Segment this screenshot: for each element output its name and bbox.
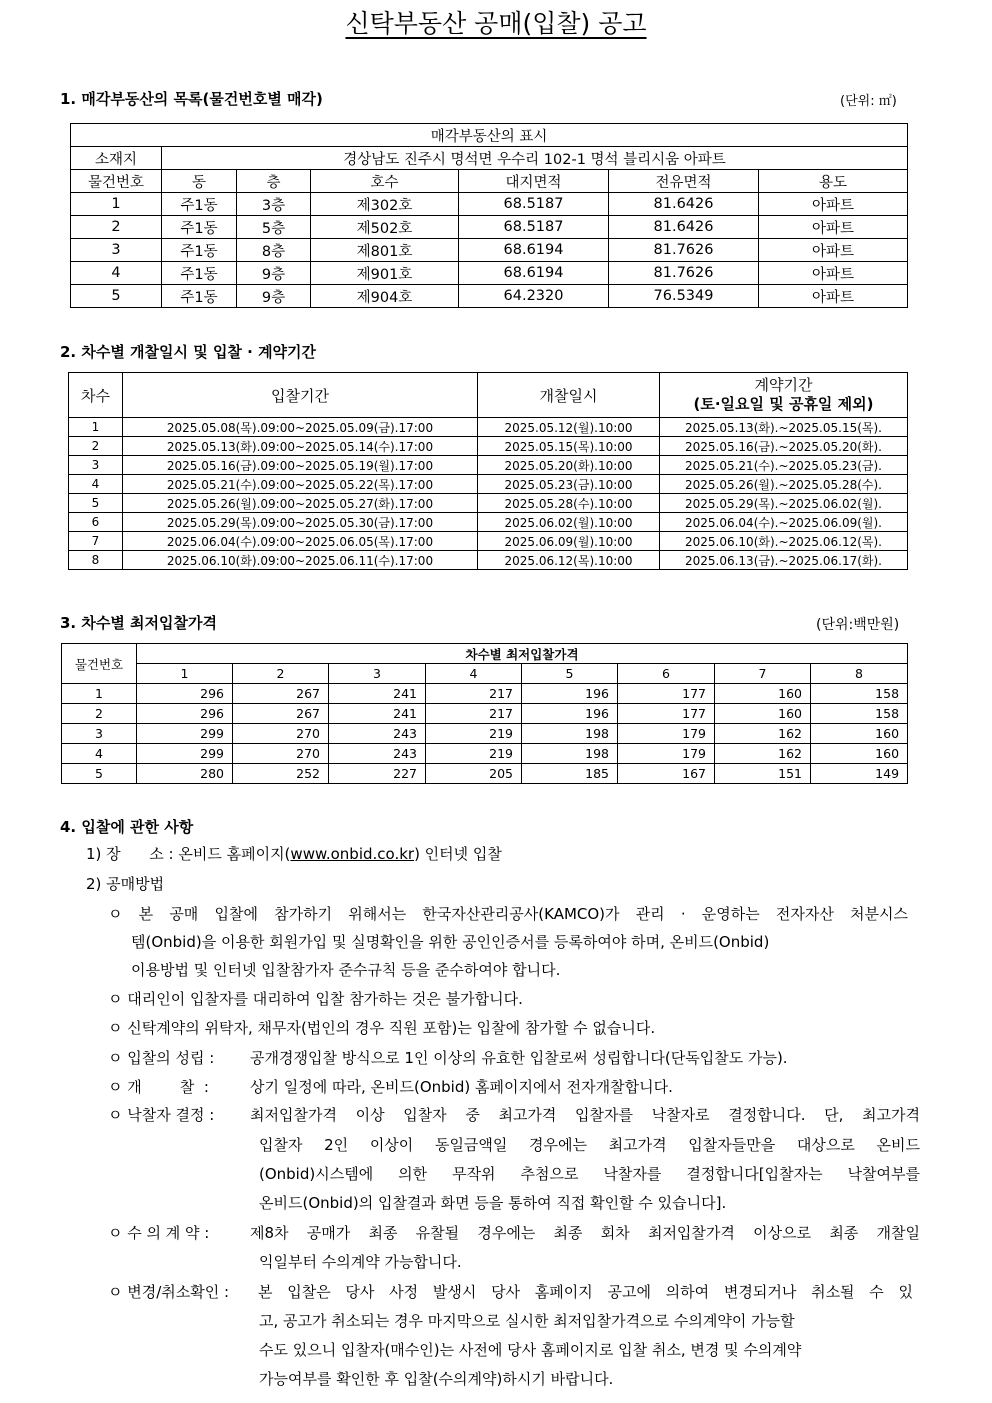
table-cell: 3 [71, 239, 162, 262]
table-cell: 2025.05.13(화).~2025.05.15(목). [660, 418, 908, 437]
table-row [69, 532, 908, 551]
table-cell: 주1동 [162, 262, 237, 285]
table-row [69, 494, 908, 513]
table-cell: 162 [715, 724, 811, 744]
table-cell: 296 [137, 704, 233, 724]
table-cell: 제801호 [311, 239, 459, 262]
table-cell: 주1동 [162, 239, 237, 262]
table-row [69, 513, 908, 532]
bullet-7-line-2: 익일부터 수의계약 가능합니다. [259, 1253, 462, 1271]
property-table-header [71, 170, 908, 193]
bullet-3: ㅇ 신탁계약의 위탁자, 채무자(법인의 경우 직원 포함)는 입찰에 참가할 수 없습니다. [108, 1019, 656, 1037]
location-value: 경상남도 진주시 명석면 우수리 102-1 명석 블리시움 아파트 [162, 147, 908, 170]
table-cell: 68.6194 [459, 262, 609, 285]
table-cell: 81.6426 [609, 193, 759, 216]
bullet-5-label: ㅇ 개 찰 : [108, 1078, 209, 1096]
col-header: 계약기간 [754, 376, 813, 394]
table-cell: 아파트 [759, 216, 908, 239]
table-cell: 제502호 [311, 216, 459, 239]
col-header: 물건번호 [71, 170, 162, 193]
table-cell: 1 [71, 193, 162, 216]
table-cell: 9층 [237, 285, 311, 308]
table-cell: 160 [811, 724, 908, 744]
table-cell: 162 [715, 744, 811, 764]
col-header: 입찰기간 [123, 373, 478, 418]
bullet-8-line-1: 본 입찰은 당사 사정 발생시 당사 홈페이지 공고에 의하여 변경되거나 취소될 수 있 [258, 1283, 913, 1301]
col-header: 용도 [759, 170, 908, 193]
place-line [86, 843, 502, 864]
table-cell: 179 [618, 744, 715, 764]
section-1-unit: (단위: ㎡) [840, 94, 897, 109]
table-cell: 아파트 [759, 239, 908, 262]
table-cell: 주1동 [162, 285, 237, 308]
round-header-row [62, 664, 908, 684]
item-number-label: 물건번호 [62, 644, 137, 684]
table-cell: 주1동 [162, 216, 237, 239]
table-cell: 5 [71, 285, 162, 308]
table-cell: 196 [522, 684, 618, 704]
col-header: 동 [162, 170, 237, 193]
bullet-7-line-1: 제8차 공매가 최종 유찰될 경우에는 최종 회차 최저입찰가격 이상으로 최종 개찰일 [250, 1224, 920, 1242]
bullet-7-label: ㅇ 수 의 계 약 : [108, 1224, 210, 1242]
table-cell: 299 [137, 744, 233, 764]
table-row [69, 475, 908, 494]
table-cell: 158 [811, 704, 908, 724]
round-header: 6 [618, 664, 715, 684]
table-cell: 243 [329, 744, 426, 764]
table-row [62, 704, 908, 724]
table-cell: 8층 [237, 239, 311, 262]
section-3-heading: 3. 차수별 최저입찰가격 [60, 614, 217, 632]
col-header-sub: (토·일요일 및 공휴일 제외) [693, 395, 874, 413]
table-cell: 2 [62, 704, 137, 724]
table-cell: 2025.06.13(금).~2025.06.17(화). [660, 551, 908, 570]
table-cell: 243 [329, 724, 426, 744]
table-row [62, 744, 908, 764]
table-row [71, 193, 908, 216]
bullet-8-line-3: 수도 있으니 입찰자(매수인)는 사전에 당사 홈페이지로 입찰 취소, 변경 및 수의계약 [259, 1341, 802, 1359]
table-cell: 3층 [237, 193, 311, 216]
table-cell: 81.7626 [609, 262, 759, 285]
table-cell: 1 [62, 684, 137, 704]
bullet-6-label: ㅇ 낙찰자 결정 : [108, 1106, 215, 1124]
col-header: 개찰일시 [478, 373, 660, 418]
round-header: 5 [522, 664, 618, 684]
round-header: 2 [233, 664, 329, 684]
table-cell: 9층 [237, 262, 311, 285]
table-cell: 1 [69, 418, 123, 437]
document-title: 신탁부동산 공매(입찰) 공고 [345, 9, 647, 38]
table-cell: 76.5349 [609, 285, 759, 308]
bullet-1-line-3: 이용방법 및 인터넷 입찰참가자 준수규칙 등을 준수하여야 합니다. [131, 961, 561, 979]
place-label: 1) 장 소 : [86, 845, 174, 863]
table-cell: 299 [137, 724, 233, 744]
table-cell: 227 [329, 764, 426, 784]
table-cell: 2025.05.20(화).10:00 [478, 456, 660, 475]
schedule-table [68, 372, 908, 570]
table-cell: 177 [618, 684, 715, 704]
table-cell: 68.5187 [459, 193, 609, 216]
bullet-4-label: ㅇ 입찰의 성립 : [108, 1049, 215, 1067]
bullet-1-line-2: 템(Onbid)을 이용한 회원가입 및 실명확인을 위한 공인인증서를 등록하여야 하며, 온비드(Onbid) [131, 933, 770, 951]
round-header: 7 [715, 664, 811, 684]
table-cell: 2025.05.28(수).10:00 [478, 494, 660, 513]
property-table [70, 123, 908, 308]
section-1-heading: 1. 매각부동산의 목록(물건번호별 매각) [60, 90, 323, 108]
table-cell: 198 [522, 744, 618, 764]
table-row [69, 456, 908, 475]
table-cell: 2025.06.09(월).10:00 [478, 532, 660, 551]
table-cell: 160 [715, 704, 811, 724]
table-cell: 6 [69, 513, 123, 532]
table-cell: 2025.06.02(월).10:00 [478, 513, 660, 532]
col-header: 전유면적 [609, 170, 759, 193]
table-cell: 2025.05.26(월).09:00~2025.05.27(화).17:00 [123, 494, 478, 513]
round-header: 3 [329, 664, 426, 684]
table-cell: 270 [233, 744, 329, 764]
table-cell: 68.6194 [459, 239, 609, 262]
table-cell: 149 [811, 764, 908, 784]
col-header: 층 [237, 170, 311, 193]
table-row [62, 724, 908, 744]
table-cell: 아파트 [759, 193, 908, 216]
round-header: 4 [426, 664, 522, 684]
table-cell: 296 [137, 684, 233, 704]
table-cell: 아파트 [759, 262, 908, 285]
table-cell: 5 [62, 764, 137, 784]
bullet-6-line-1: 최저입찰가격 이상 입찰자 중 최고가격 입찰자를 낙찰자로 결정합니다. 단, 최고가격 [250, 1106, 920, 1124]
table-cell: 2025.05.15(목).10:00 [478, 437, 660, 456]
table-cell: 2025.05.21(수).~2025.05.23(금). [660, 456, 908, 475]
round-header: 8 [811, 664, 908, 684]
table-cell: 267 [233, 684, 329, 704]
table-cell: 5 [69, 494, 123, 513]
table-cell: 2025.05.23(금).10:00 [478, 475, 660, 494]
method-label: 2) 공매방법 [86, 875, 165, 893]
table-cell: 2025.05.08(목).09:00~2025.05.09(금).17:00 [123, 418, 478, 437]
table-cell: 177 [618, 704, 715, 724]
table-cell: 2 [69, 437, 123, 456]
table-cell: 2025.05.13(화).09:00~2025.05.14(수).17:00 [123, 437, 478, 456]
table-cell: 198 [522, 724, 618, 744]
table-cell: 2 [71, 216, 162, 239]
table-cell: 217 [426, 684, 522, 704]
min-price-group-label: 차수별 최저입찰가격 [137, 644, 908, 664]
onbid-link[interactable]: www.onbid.co.kr [290, 845, 415, 863]
table-row [62, 684, 908, 704]
table-cell: 제302호 [311, 193, 459, 216]
table-cell: 160 [715, 684, 811, 704]
table-cell: 3 [62, 724, 137, 744]
table-cell: 아파트 [759, 285, 908, 308]
table-cell: 219 [426, 724, 522, 744]
table-cell: 280 [137, 764, 233, 784]
bullet-2: ㅇ 대리인이 입찰자를 대리하여 입찰 참가하는 것은 불가합니다. [108, 990, 523, 1008]
bullet-6-line-4: 온비드(Onbid)의 입찰결과 화면 등을 통하여 직접 확인할 수 있습니다]. [259, 1194, 727, 1212]
table-cell: 제904호 [311, 285, 459, 308]
bullet-6-line-2: 입찰자 2인 이상이 동일금액일 경우에는 최고가격 입찰자들만을 대상으로 온비드 [259, 1136, 920, 1154]
table-cell: 주1동 [162, 193, 237, 216]
section-4-heading: 4. 입찰에 관한 사항 [60, 818, 194, 836]
round-header: 1 [137, 664, 233, 684]
table-cell: 205 [426, 764, 522, 784]
table-cell: 2025.06.10(화).~2025.06.12(목). [660, 532, 908, 551]
table-cell: 2025.06.12(목).10:00 [478, 551, 660, 570]
table-cell: 제901호 [311, 262, 459, 285]
table-row [69, 418, 908, 437]
table-cell: 219 [426, 744, 522, 764]
table-cell: 252 [233, 764, 329, 784]
table-cell: 196 [522, 704, 618, 724]
table-cell: 68.5187 [459, 216, 609, 239]
section-3-unit: (단위:백만원) [816, 617, 900, 633]
table-cell: 2025.05.12(월).10:00 [478, 418, 660, 437]
table-cell: 5층 [237, 216, 311, 239]
table-row [69, 551, 908, 570]
table-row [71, 216, 908, 239]
table-cell: 7 [69, 532, 123, 551]
contract-period-header [660, 373, 908, 418]
section-2-heading: 2. 차수별 개찰일시 및 입찰 · 계약기간 [60, 343, 317, 361]
table-cell: 2025.05.29(목).~2025.06.02(월). [660, 494, 908, 513]
location-label: 소재지 [71, 147, 162, 170]
table-row [71, 239, 908, 262]
bullet-8-line-2: 고, 공고가 취소되는 경우 마지막으로 실시한 최저입찰가격으로 수의계약이 가능할 [259, 1312, 795, 1330]
table-cell: 3 [69, 456, 123, 475]
table-cell: 81.6426 [609, 216, 759, 239]
table-cell: 2025.05.29(목).09:00~2025.05.30(금).17:00 [123, 513, 478, 532]
table-cell: 64.2320 [459, 285, 609, 308]
table-cell: 2025.06.04(수).09:00~2025.06.05(목).17:00 [123, 532, 478, 551]
schedule-table-header [69, 373, 908, 418]
table-row [71, 285, 908, 308]
bullet-8-line-4: 가능여부를 확인한 후 입찰(수의계약)하시기 바랍니다. [259, 1370, 614, 1388]
place-tail: ) 인터넷 입찰 [414, 845, 502, 863]
col-header: 대지면적 [459, 170, 609, 193]
bullet-8-label: ㅇ 변경/취소확인 : [108, 1283, 230, 1301]
bullet-1-line-1: ㅇ 본 공매 입찰에 참가하기 위해서는 한국자산관리공사(KAMCO)가 관리 · 운영하는 전자자산 처분시스 [108, 905, 908, 923]
col-header: 차수 [69, 373, 123, 418]
col-header: 호수 [311, 170, 459, 193]
bullet-6-line-3: (Onbid)시스템에 의한 무작위 추첨으로 낙찰자를 결정합니다[입찰자는 낙찰여부를 [259, 1165, 920, 1183]
bullet-4-text: 공개경쟁입찰 방식으로 1인 이상의 유효한 입찰로써 성립합니다(단독입찰도 가능). [250, 1049, 788, 1067]
table-row [69, 437, 908, 456]
table-cell: 8 [69, 551, 123, 570]
table-cell: 160 [811, 744, 908, 764]
table-cell: 179 [618, 724, 715, 744]
table-cell: 81.7626 [609, 239, 759, 262]
table-cell: 158 [811, 684, 908, 704]
min-price-table [61, 643, 908, 784]
place-text: 온비드 홈페이지( [178, 845, 291, 863]
table-cell: 2025.06.10(화).09:00~2025.06.11(수).17:00 [123, 551, 478, 570]
property-table-caption: 매각부동산의 표시 [71, 124, 908, 147]
table-cell: 2025.05.26(월).~2025.05.28(수). [660, 475, 908, 494]
table-cell: 241 [329, 684, 426, 704]
table-row [62, 764, 908, 784]
table-cell: 151 [715, 764, 811, 784]
table-cell: 4 [62, 744, 137, 764]
table-cell: 4 [69, 475, 123, 494]
table-cell: 2025.05.16(금).09:00~2025.05.19(월).17:00 [123, 456, 478, 475]
table-cell: 2025.05.16(금).~2025.05.20(화). [660, 437, 908, 456]
table-cell: 185 [522, 764, 618, 784]
table-cell: 217 [426, 704, 522, 724]
table-cell: 2025.05.21(수).09:00~2025.05.22(목).17:00 [123, 475, 478, 494]
table-cell: 2025.06.04(수).~2025.06.09(월). [660, 513, 908, 532]
table-cell: 241 [329, 704, 426, 724]
table-row [71, 262, 908, 285]
table-cell: 270 [233, 724, 329, 744]
table-cell: 4 [71, 262, 162, 285]
table-cell: 167 [618, 764, 715, 784]
bullet-5-text: 상기 일정에 따라, 온비드(Onbid) 홈페이지에서 전자개찰합니다. [250, 1078, 673, 1096]
table-cell: 267 [233, 704, 329, 724]
